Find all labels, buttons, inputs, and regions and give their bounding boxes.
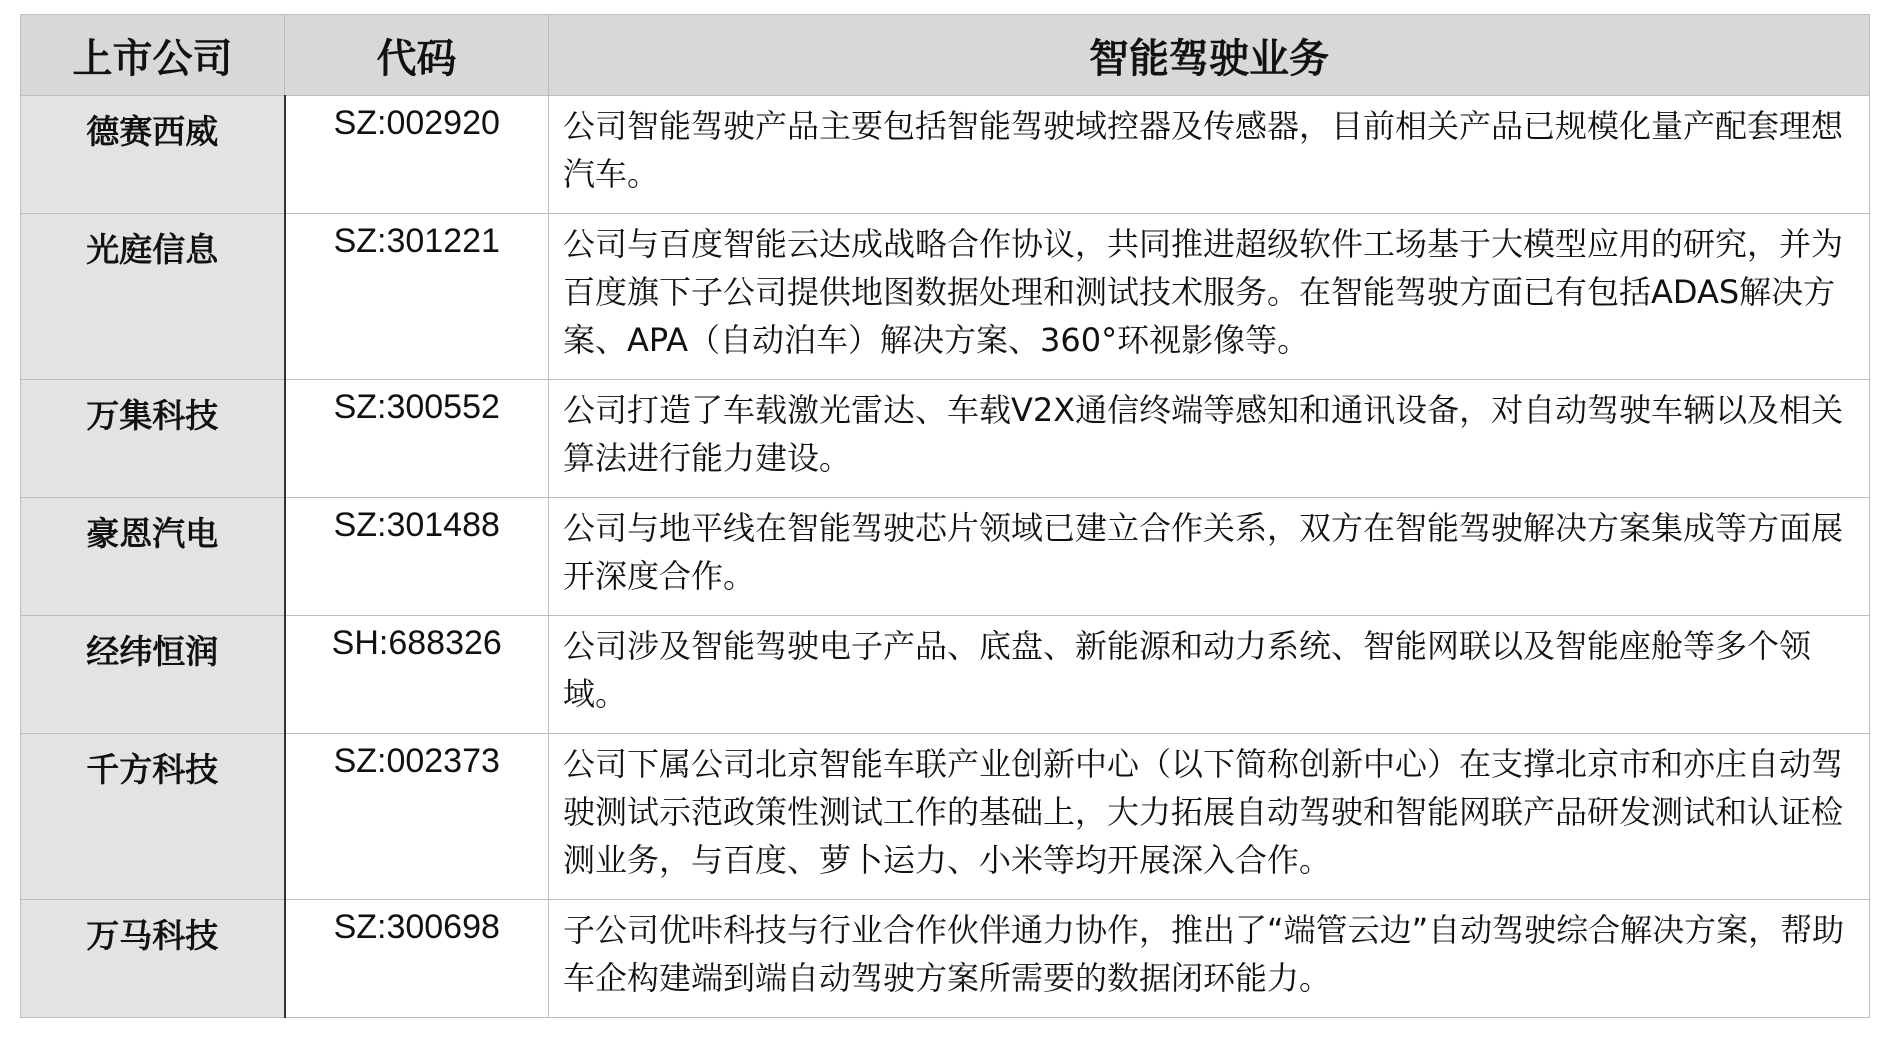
company-cell: 经纬恒润 <box>21 616 285 734</box>
business-cell: 公司与百度智能云达成战略合作协议，共同推进超级软件工场基于大模型应用的研究，并为百度旗下子公司提供地图数据处理和测试技术服务。在智能驾驶方面已有包括ADAS解决方案、APA（自动泊车）解决方案、360°环视影像等。 <box>549 214 1870 380</box>
header-business: 智能驾驶业务 <box>549 15 1870 96</box>
code-cell: SH:688326 <box>285 616 549 734</box>
table-header-row <box>21 15 1870 96</box>
code-cell: SZ:002373 <box>285 734 549 900</box>
table-row <box>21 380 1870 498</box>
table-row <box>21 616 1870 734</box>
business-cell: 公司与地平线在智能驾驶芯片领域已建立合作关系，双方在智能驾驶解决方案集成等方面展开深度合作。 <box>549 498 1870 616</box>
business-cell: 公司智能驾驶产品主要包括智能驾驶域控器及传感器，目前相关产品已规模化量产配套理想汽车。 <box>549 96 1870 214</box>
table-row <box>21 96 1870 214</box>
code-cell: SZ:300552 <box>285 380 549 498</box>
header-company: 上市公司 <box>21 15 285 96</box>
company-cell: 千方科技 <box>21 734 285 900</box>
code-cell: SZ:301221 <box>285 214 549 380</box>
company-cell: 豪恩汽电 <box>21 498 285 616</box>
table-row <box>21 214 1870 380</box>
company-cell: 德赛西威 <box>21 96 285 214</box>
business-cell: 子公司优咔科技与行业合作伙伴通力协作，推出了“端管云边”自动驾驶综合解决方案，帮助车企构建端到端自动驾驶方案所需要的数据闭环能力。 <box>549 900 1870 1018</box>
header-code: 代码 <box>285 15 549 96</box>
code-cell: SZ:301488 <box>285 498 549 616</box>
code-cell: SZ:002920 <box>285 96 549 214</box>
code-cell: SZ:300698 <box>285 900 549 1018</box>
company-cell: 光庭信息 <box>21 214 285 380</box>
business-cell: 公司涉及智能驾驶电子产品、底盘、新能源和动力系统、智能网联以及智能座舱等多个领域。 <box>549 616 1870 734</box>
table-row <box>21 900 1870 1018</box>
table-row <box>21 498 1870 616</box>
company-cell: 万马科技 <box>21 900 285 1018</box>
company-cell: 万集科技 <box>21 380 285 498</box>
business-cell: 公司打造了车载激光雷达、车载V2X通信终端等感知和通讯设备，对自动驾驶车辆以及相关算法进行能力建设。 <box>549 380 1870 498</box>
table-row <box>21 734 1870 900</box>
business-cell: 公司下属公司北京智能车联产业创新中心（以下简称创新中心）在支撑北京市和亦庄自动驾驶测试示范政策性测试工作的基础上，大力拓展自动驾驶和智能网联产品研发测试和认证检测业务，与百度、萝卜运力、小米等均开展深入合作。 <box>549 734 1870 900</box>
smart-driving-companies-table <box>20 14 1870 1018</box>
